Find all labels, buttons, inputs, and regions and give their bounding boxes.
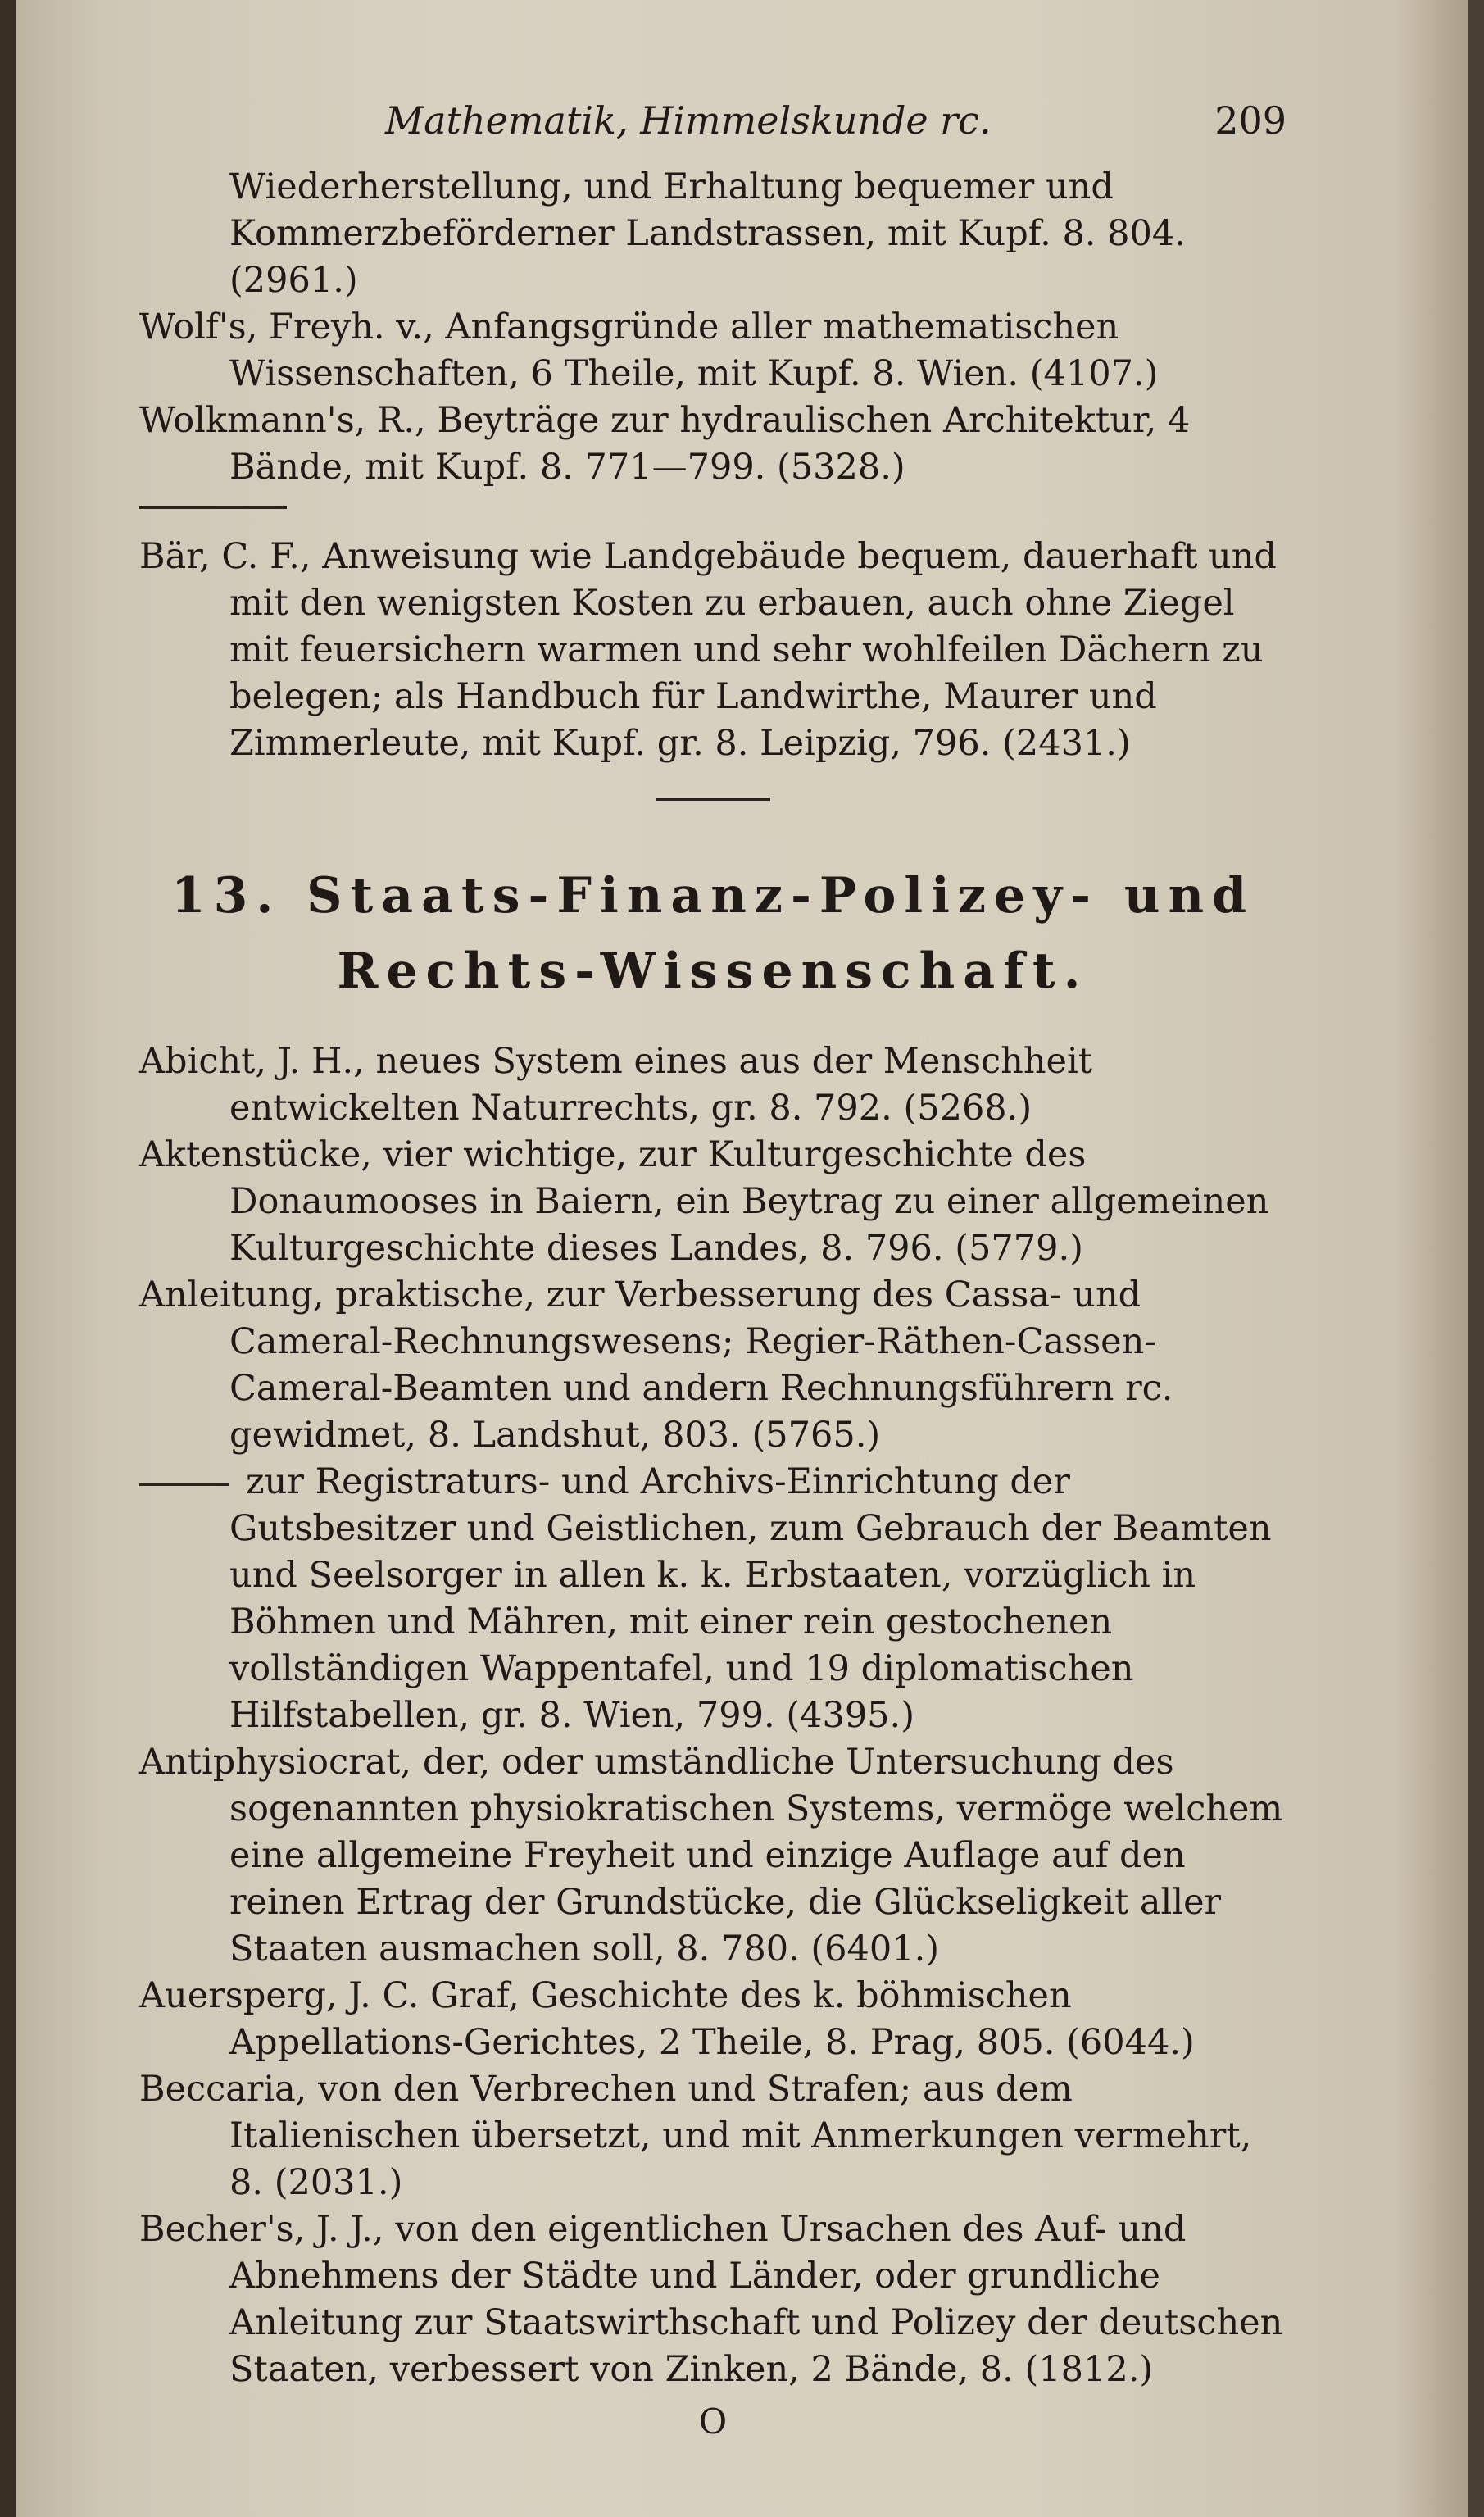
list-item-text: zur Registraturs- und Archivs-Einrichtung der Gutsbesitzer und Geistlichen, zum Gebrauch der Beamten und Seelsorger in allen k. k. Erbstaaten, vorzüglich in Böhmen und Mähren, mit einer rein gestochenen vollständigen Wappentafel, und 19 diplomatischen Hilfstabellen, gr. 8. Wien, 799. (4395.): [229, 1461, 1272, 1736]
book-page: [16, 0, 1468, 2517]
running-title: Mathematik, Himmelskunde rc.: [385, 98, 992, 143]
divider-rule: [139, 506, 287, 509]
center-divider: [656, 798, 770, 801]
list-item: Anleitung, praktische, zur Verbesserung des Cassa- und Cameral-Rechnungswesens; Regier-Räthen-Cassen-Cameral-Beamten und andern Rechnungsführern rc. gewidmet, 8. Landshut, 803. (5765.): [139, 1274, 1173, 1456]
page-number: 209: [1214, 98, 1287, 143]
list-item: Wolkmann's, R., Beyträge zur hydraulischen Architektur, 4 Bände, mit Kupf. 8. 771—799. (5328.): [139, 400, 1191, 488]
list-item: Wolf's, Freyh. v., Anfangsgründe aller mathematischen Wissenschaften, 6 Theile, mit Kupf. 8. Wien. (4107.): [139, 307, 1159, 394]
list-item: Wiederherstellung, und Erhaltung bequemer und Kommerzbeförderner Landstrassen, mit Kupf. 8. 804. (2961.): [229, 166, 1186, 301]
section-title: [139, 858, 1287, 1009]
ditto-dash: [139, 1483, 229, 1486]
page-content: [139, 98, 1287, 2442]
list-item: Becher's, J. J., von den eigentlichen Ursachen des Auf- und Abnehmens der Städte und Länder, oder grundliche Anleitung zur Staatswirthschaft und Polizey der deutschen Staaten, verbessert von Zinken, 2 Bände, 8. (1812.): [139, 2209, 1283, 2390]
signature-mark: O: [698, 2401, 728, 2442]
section-title-line: Rechts-Wissenschaft.: [337, 943, 1089, 1000]
page-edge: [1468, 0, 1484, 2517]
list-item: Aktenstücke, vier wichtige, zur Kulturgeschichte des Donaumooses in Baiern, ein Beytrag zu einer allgemeinen Kulturgeschichte dieses Landes, 8. 796. (5779.): [139, 1134, 1269, 1269]
list-item-continuation: [139, 1459, 1287, 1739]
list-item: Antiphysiocrat, der, oder umständliche Untersuchung des sogenannten physiokratischen Systems, vermöge welchem eine allgemeine Freyheit und einzige Auflage auf den reinen Ertrag der Grundstücke, die Glückseligkeit aller Staaten ausmachen soll, 8. 780. (6401.): [139, 1742, 1283, 1970]
section-title-line: 13. Staats-Finanz-Polizey- und: [170, 867, 1255, 925]
list-item: Beccaria, von den Verbrechen und Strafen; aus dem Italienischen übersetzt, und mit Anmerkungen vermehrt, 8. (2031.): [139, 2069, 1252, 2203]
page-header: [139, 98, 1287, 164]
list-item: Abicht, J. H., neues System eines aus der Menschheit entwickelten Naturrechts, gr. 8. 792. (5268.): [139, 1041, 1092, 1129]
binding-edge: [0, 0, 16, 2517]
list-item: Auersperg, J. C. Graf, Geschichte des k. böhmischen Appellations-Gerichtes, 2 Theile, 8. Prag, 805. (6044.): [139, 1975, 1195, 2063]
list-item: Bär, C. F., Anweisung wie Landgebäude bequem, dauerhaft und mit den wenigsten Kosten zu erbauen, auch ohne Ziegel mit feuersichern warmen und sehr wohlfeilen Dächern zu belegen; als Handbuch für Landwirthe, Maurer und Zimmerleute, mit Kupf. gr. 8. Leipzig, 796. (2431.): [139, 536, 1277, 764]
